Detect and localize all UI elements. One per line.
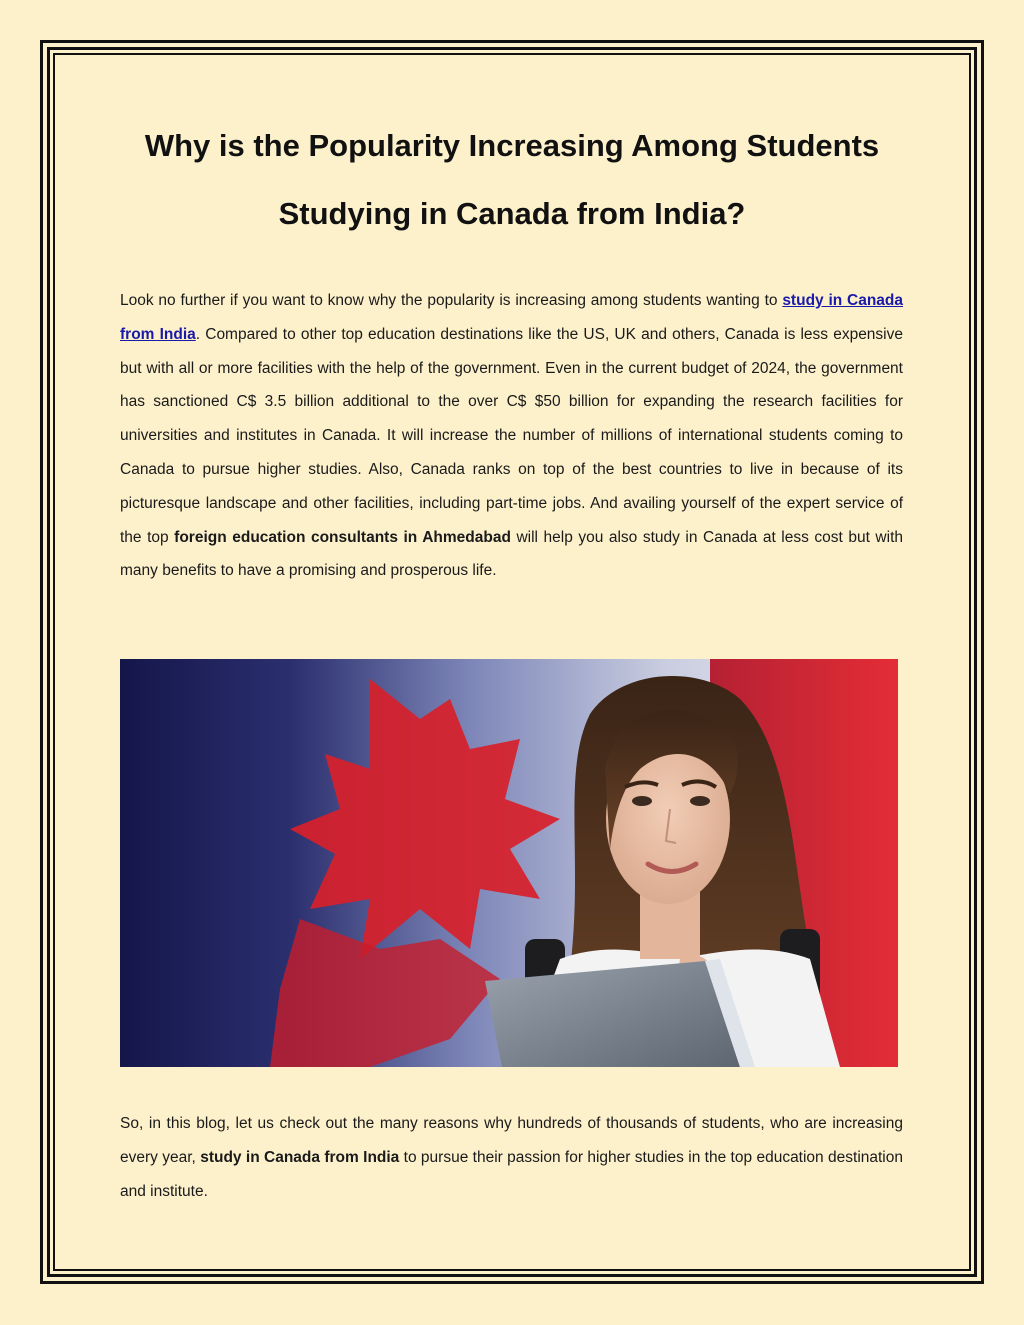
intro-text-1: Look no further if you want to know why the popularity is increasing among students wanting to: [120, 292, 783, 309]
closing-paragraph: [120, 1107, 903, 1208]
page-title: [100, 112, 924, 248]
intro-bold-consultants: foreign education consultants in Ahmedabad: [174, 528, 511, 546]
eye-left: [632, 796, 652, 806]
intro-text-3: will help you also study in Canada at less cost but with many benefits to have a promising and prosperous life.: [120, 528, 903, 580]
intro-paragraph: [120, 284, 903, 588]
student-canada-flag-photo: [120, 659, 898, 1067]
title-line-2: Studying in Canada from India?: [278, 196, 746, 231]
closing-text-2: to pursue their passion for higher studies in the top education destination and institute.: [120, 1148, 903, 1200]
closing-bold-study: study in Canada from India: [200, 1148, 400, 1166]
study-in-canada-link[interactable]: study in Canada from India: [120, 292, 904, 343]
closing-text-1: So, in this blog, let us check out the many reasons why hundreds of thousands of students, who are increasing every year,: [120, 1115, 903, 1166]
title-line-1: Why is the Popularity Increasing Among Students: [144, 128, 880, 163]
intro-text-2: . Compared to other top education destinations like the US, UK and others, Canada is less expensive but with all or more facilities with the help of the government. Even in the current budget of 2024, the government has sanctioned C$ 3.5 billion additional to the over C$ $50 billion for expanding the research facilities for universities and institutes in Canada. It will increase the number of millions of international students coming to Canada to pursue higher studies. Also, Canada ranks on top of the best countries to live in because of its picturesque landscape and other facilities, including part-time jobs. And availing yourself of the expert service of the top: [120, 325, 903, 546]
eye-right: [690, 796, 710, 806]
photo-illustration: [120, 659, 898, 1067]
